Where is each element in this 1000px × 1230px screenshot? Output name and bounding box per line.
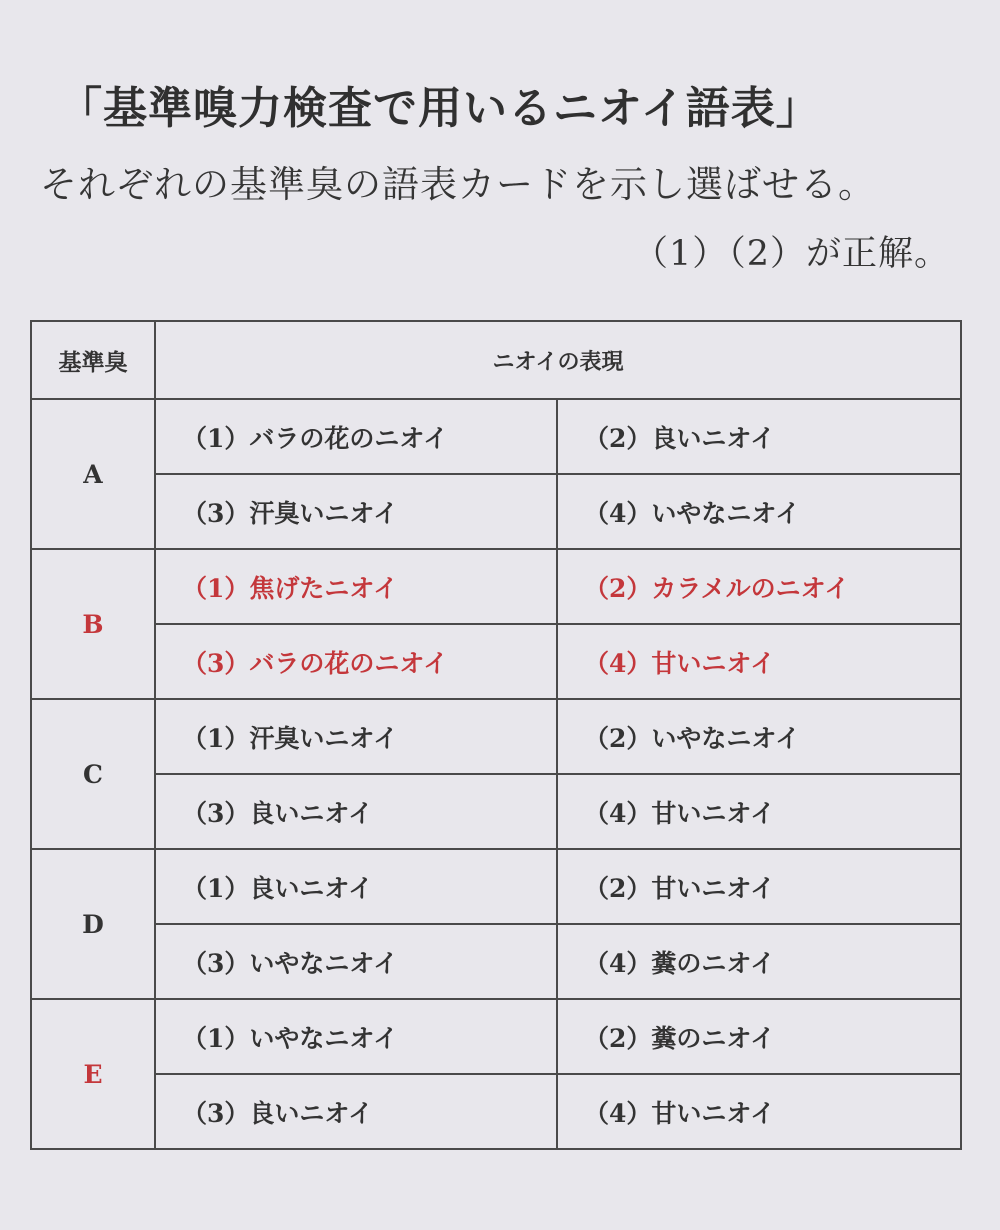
expression-cell: （1）焦げたニオイ (155, 549, 557, 624)
expression-cell: （2）いやなニオイ (557, 699, 961, 774)
table-header-row (31, 321, 961, 399)
odor-label-a: A (31, 399, 155, 549)
expression-cell: （3）いやなニオイ (155, 924, 557, 999)
expression-cell: （4）いやなニオイ (557, 474, 961, 549)
odor-label-c: C (31, 699, 155, 849)
expression-cell: （1）バラの花のニオイ (155, 399, 557, 474)
expression-cell: （2）甘いニオイ (557, 849, 961, 924)
expression-cell: （4）甘いニオイ (557, 624, 961, 699)
expression-cell: （1）いやなニオイ (155, 999, 557, 1074)
table-row (31, 699, 961, 774)
table-row (31, 924, 961, 999)
answer-note: （1）（2）が正解。 (632, 234, 950, 274)
expression-cell: （3）良いニオイ (155, 774, 557, 849)
odor-label-e: E (31, 999, 155, 1149)
table-row (31, 399, 961, 474)
table-row (31, 624, 961, 699)
expression-cell: （3）汗臭いニオイ (155, 474, 557, 549)
odor-word-table (30, 320, 962, 1150)
page-title: 「基準嗅力検査で用いるニオイ語表」 (58, 83, 821, 134)
table-row (31, 774, 961, 849)
table-row (31, 999, 961, 1074)
expression-cell: （2）カラメルのニオイ (557, 549, 961, 624)
expression-cell: （4）甘いニオイ (557, 774, 961, 849)
expression-cell: （4）甘いニオイ (557, 1074, 961, 1149)
odor-label-d: D (31, 849, 155, 999)
instruction-text: それぞれの基準臭の語表カードを示し選ばせる。 (40, 163, 876, 206)
table-row (31, 474, 961, 549)
expression-cell: （2）糞のニオイ (557, 999, 961, 1074)
header-expression: ニオイの表現 (155, 321, 961, 399)
header-odor: 基準臭 (31, 321, 155, 399)
table-row (31, 549, 961, 624)
expression-cell: （1）汗臭いニオイ (155, 699, 557, 774)
odor-label-b: B (31, 549, 155, 699)
table-row (31, 849, 961, 924)
table-row (31, 1074, 961, 1149)
expression-cell: （3）良いニオイ (155, 1074, 557, 1149)
expression-cell: （2）良いニオイ (557, 399, 961, 474)
expression-cell: （3）バラの花のニオイ (155, 624, 557, 699)
expression-cell: （1）良いニオイ (155, 849, 557, 924)
expression-cell: （4）糞のニオイ (557, 924, 961, 999)
